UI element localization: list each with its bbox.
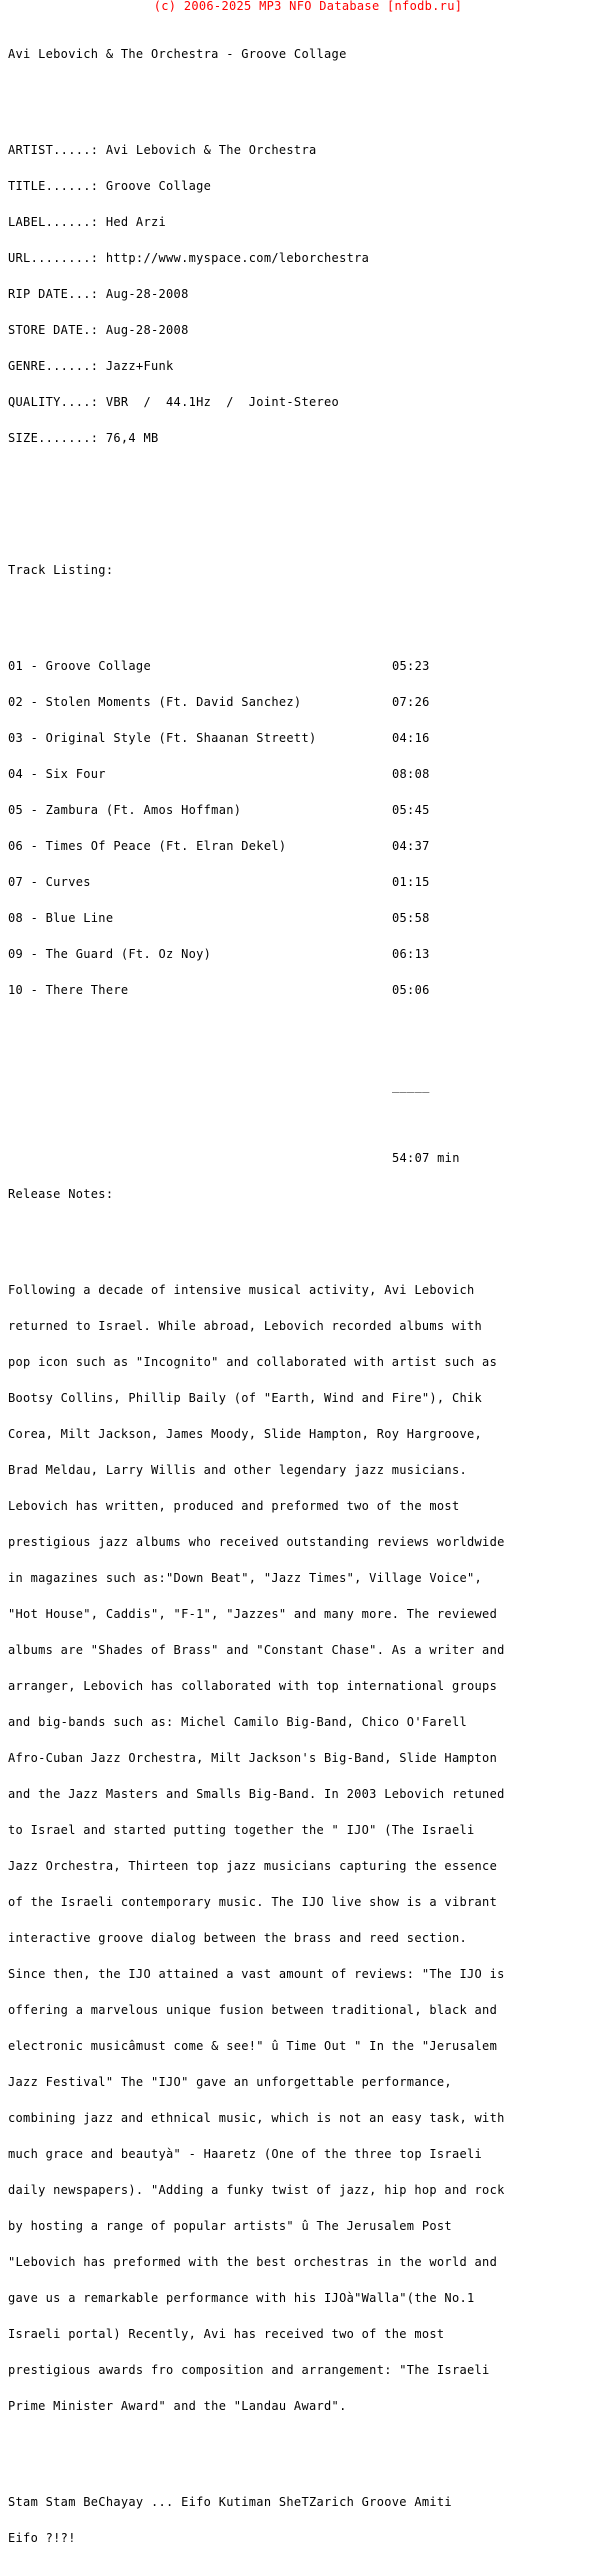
notes-line: "Hot House", Caddis", "F-1", "Jazzes" and many more. The reviewed — [8, 1607, 498, 1621]
track-title: 09 - The Guard (Ft. Oz Noy) — [8, 947, 212, 961]
release-notes-heading: Release Notes: — [8, 1187, 114, 1201]
notes-line: Following a decade of intensive musical activity, Avi Lebovich — [8, 1283, 475, 1297]
track-duration: 05:23 — [392, 659, 430, 673]
notes-line: Prime Minister Award" and the "Landau Award". — [8, 2399, 347, 2413]
notes-line: prestigious jazz albums who received outstanding reviews worldwide — [8, 1535, 505, 1549]
notes-line: prestigious awards fro composition and arrangement: "The Israeli — [8, 2363, 490, 2377]
nfo-document — [8, 0, 608, 2556]
site-header: (c) 2006-2025 MP3 NFO Database [nfodb.ru] — [153, 0, 463, 13]
release-title: Avi Lebovich & The Orchestra - Groove Collage — [8, 47, 347, 61]
notes-line: interactive groove dialog between the brass and reed section. — [8, 1931, 468, 1945]
notes-line: to Israel and started putting together the " IJO" (The Israeli — [8, 1823, 475, 1837]
notes-line: pop icon such as "Incognito" and collaborated with artist such as — [8, 1355, 498, 1369]
notes-line: offering a marvelous unique fusion between traditional, black and — [8, 2003, 498, 2017]
notes-line: "Lebovich has preformed with the best orchestras in the world and — [8, 2255, 498, 2269]
spacer — [8, 84, 608, 96]
notes-line: returned to Israel. While abroad, Lebovich recorded albums with — [8, 1319, 483, 1333]
notes-line: combining jazz and ethnical music, which is not an easy task, with — [8, 2111, 505, 2125]
field-size: SIZE.......: 76,4 MB — [8, 431, 159, 445]
track-title: 08 - Blue Line — [8, 911, 114, 925]
release-info — [8, 120, 608, 468]
spacer — [8, 1224, 608, 1236]
track-row — [8, 840, 608, 852]
spacer — [8, 2460, 608, 2472]
spacer — [8, 1044, 608, 1056]
notes-line: in magazines such as:"Down Beat", "Jazz Times", Village Voice", — [8, 1571, 483, 1585]
track-title: 07 - Curves — [8, 875, 91, 889]
total-rule — [8, 1080, 608, 1092]
track-title: 01 - Groove Collage — [8, 659, 151, 673]
release-notes — [8, 1260, 608, 2436]
track-duration: 05:58 — [392, 911, 430, 925]
track-duration: 08:08 — [392, 767, 430, 781]
notes-line: Jazz Festival" The "IJO" gave an unforgettable performance, — [8, 2075, 452, 2089]
notes-line: Jazz Orchestra, Thirteen top jazz musicians capturing the essence — [8, 1859, 498, 1873]
notes-line: daily newspapers). "Adding a funky twist of jazz, hip hop and rock — [8, 2183, 505, 2197]
total-length — [8, 1152, 608, 1164]
track-duration: 06:13 — [392, 947, 430, 961]
track-row — [8, 768, 608, 780]
track-duration: 04:37 — [392, 839, 430, 853]
closing-line: Eifo ?!?! — [8, 2531, 76, 2545]
field-genre: GENRE......: Jazz+Funk — [8, 359, 174, 373]
notes-line: of the Israeli contemporary music. The IJO live show is a vibrant — [8, 1895, 498, 1909]
notes-line: Corea, Milt Jackson, James Moody, Slide Hampton, Roy Hargroove, — [8, 1427, 483, 1441]
closing-line: Stam Stam BeChayay ... Eifo Kutiman SheTZarich Groove Amiti — [8, 2495, 452, 2509]
track-listing-heading: Track Listing: — [8, 563, 114, 577]
total-rule-line: _____ — [392, 1079, 430, 1093]
field-url: URL........: http://www.myspace.com/leborchestra — [8, 251, 370, 265]
track-row — [8, 876, 608, 888]
notes-line: Bootsy Collins, Phillip Baily (of "Earth, Wind and Fire"), Chik — [8, 1391, 483, 1405]
notes-line: electronic musicâmust come & see!" û Time Out " In the "Jerusalem — [8, 2039, 498, 2053]
notes-line: Since then, the IJO attained a vast amount of reviews: "The IJO is — [8, 1967, 505, 1981]
track-row — [8, 660, 608, 672]
track-row — [8, 984, 608, 996]
track-title: 03 - Original Style (Ft. Shaanan Streett) — [8, 731, 317, 745]
field-store-date: STORE DATE.: Aug-28-2008 — [8, 323, 189, 337]
notes-line: by hosting a range of popular artists" û The Jerusalem Post — [8, 2219, 452, 2233]
spacer — [8, 528, 608, 540]
notes-line: gave us a remarkable performance with his IJOà"Walla"(the No.1 — [8, 2291, 475, 2305]
track-title: 06 - Times Of Peace (Ft. Elran Dekel) — [8, 839, 287, 853]
track-row — [8, 732, 608, 744]
field-label: LABEL......: Hed Arzi — [8, 215, 167, 229]
track-row — [8, 804, 608, 816]
spacer — [8, 1116, 608, 1128]
track-duration: 07:26 — [392, 695, 430, 709]
track-row — [8, 696, 608, 708]
field-artist: ARTIST.....: Avi Lebovich & The Orchestra — [8, 143, 317, 157]
track-row — [8, 912, 608, 924]
track-title: 04 - Six Four — [8, 767, 106, 781]
notes-line: Lebovich has written, produced and preformed two of the most — [8, 1499, 460, 1513]
track-title: 05 - Zambura (Ft. Amos Hoffman) — [8, 803, 242, 817]
track-title: 10 - There There — [8, 983, 129, 997]
notes-line: arranger, Lebovich has collaborated with top international groups — [8, 1679, 498, 1693]
notes-line: Brad Meldau, Larry Willis and other legendary jazz musicians. — [8, 1463, 468, 1477]
track-duration: 01:15 — [392, 875, 430, 889]
notes-line: and big-bands such as: Michel Camilo Big-Band, Chico O'Farell — [8, 1715, 468, 1729]
notes-line: albums are "Shades of Brass" and "Constant Chase". As a writer and — [8, 1643, 505, 1657]
field-rip-date: RIP DATE...: Aug-28-2008 — [8, 287, 189, 301]
notes-line: and the Jazz Masters and Smalls Big-Band. In 2003 Lebovich retuned — [8, 1787, 505, 1801]
field-title: TITLE......: Groove Collage — [8, 179, 212, 193]
notes-line: much grace and beautyà" - Haaretz (One of the three top Israeli — [8, 2147, 483, 2161]
track-title: 02 - Stolen Moments (Ft. David Sanchez) — [8, 695, 302, 709]
total-duration: 54:07 min — [392, 1151, 460, 1165]
track-duration: 05:45 — [392, 803, 430, 817]
spacer — [8, 492, 608, 504]
notes-line: Afro-Cuban Jazz Orchestra, Milt Jackson's Big-Band, Slide Hampton — [8, 1751, 498, 1765]
track-duration: 05:06 — [392, 983, 430, 997]
notes-line: Israeli portal) Recently, Avi has received two of the most — [8, 2327, 445, 2341]
field-quality: QUALITY....: VBR / 44.1Hz / Joint-Stereo — [8, 395, 340, 409]
track-duration: 04:16 — [392, 731, 430, 745]
spacer — [8, 600, 608, 612]
track-row — [8, 948, 608, 960]
track-list — [8, 636, 608, 1020]
